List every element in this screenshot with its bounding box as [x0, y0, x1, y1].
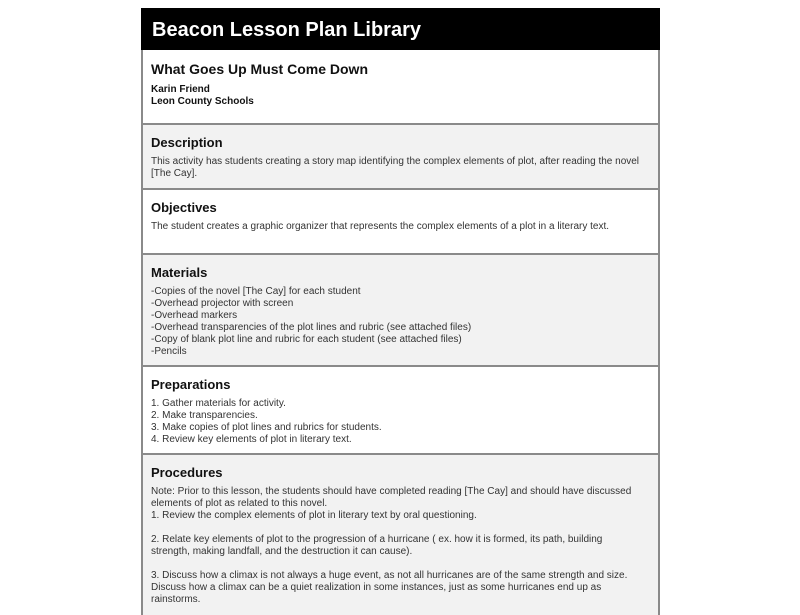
objectives-line: The student creates a graphic organizer that represents the complex elements of a plot in a literary text.: [151, 221, 610, 232]
materials-item: -Overhead markers: [151, 310, 238, 321]
materials-section: [141, 255, 660, 367]
procedures-line: Discuss how a climax can be a quiet realization in some instances, just as some hurricanes end up as: [151, 582, 602, 593]
lesson-title-section: [141, 50, 660, 125]
procedures-text: [151, 486, 650, 606]
description-heading: Description: [151, 135, 223, 150]
materials-list: [151, 286, 650, 358]
materials-heading: Materials: [151, 265, 208, 280]
procedures-line: rainstorms.: [151, 594, 201, 605]
paragraph-gap: [151, 558, 650, 570]
materials-item: -Copy of blank plot line and rubric for each student (see attached files): [151, 334, 462, 345]
procedures-line: 1. Review the complex elements of plot in literary text by oral questioning.: [151, 510, 477, 521]
objectives-text: [151, 221, 650, 233]
procedures-line: Note: Prior to this lesson, the students should have completed reading [The Cay] and should have discussed: [151, 486, 632, 497]
materials-item: -Copies of the novel [The Cay] for each student: [151, 286, 361, 297]
procedures-line: elements of plot as related to this novel.: [151, 498, 328, 509]
materials-item: -Pencils: [151, 346, 187, 357]
description-text: [151, 156, 650, 180]
site-header: [141, 8, 660, 50]
preparations-section: [141, 367, 660, 455]
procedures-line: 3. Discuss how a climax is not always a huge event, as not all hurricanes are of the same strength and size.: [151, 570, 628, 581]
lesson-plan-page: [141, 8, 660, 615]
preparations-list: [151, 398, 650, 446]
lesson-organization: Leon County Schools: [151, 96, 254, 107]
paragraph-gap: [151, 522, 650, 534]
preparations-heading: Preparations: [151, 377, 231, 392]
objectives-heading: Objectives: [151, 200, 217, 215]
materials-item: -Overhead projector with screen: [151, 298, 294, 309]
procedures-line: strength, making landfall, and the destruction it can cause).: [151, 546, 413, 557]
description-section: [141, 125, 660, 190]
lesson-author: Karin Friend: [151, 84, 210, 95]
procedures-heading: Procedures: [151, 465, 223, 480]
lesson-title: What Goes Up Must Come Down: [151, 61, 368, 77]
procedures-line: 2. Relate key elements of plot to the progression of a hurricane ( ex. how it is formed, its path, building: [151, 534, 603, 545]
objectives-section: [141, 190, 660, 255]
preparations-item: 3. Make copies of plot lines and rubrics for students.: [151, 422, 382, 433]
description-line: This activity has students creating a story map identifying the complex elements of plot, after reading the novel: [151, 156, 640, 167]
procedures-section: [141, 455, 660, 615]
preparations-item: 4. Review key elements of plot in literary text.: [151, 434, 352, 445]
materials-item: -Overhead transparencies of the plot lines and rubric (see attached files): [151, 322, 472, 333]
site-title: Beacon Lesson Plan Library: [152, 19, 421, 41]
preparations-item: 1. Gather materials for activity.: [151, 398, 286, 409]
preparations-item: 2. Make transparencies.: [151, 410, 258, 421]
description-line: [The Cay].: [151, 168, 198, 179]
